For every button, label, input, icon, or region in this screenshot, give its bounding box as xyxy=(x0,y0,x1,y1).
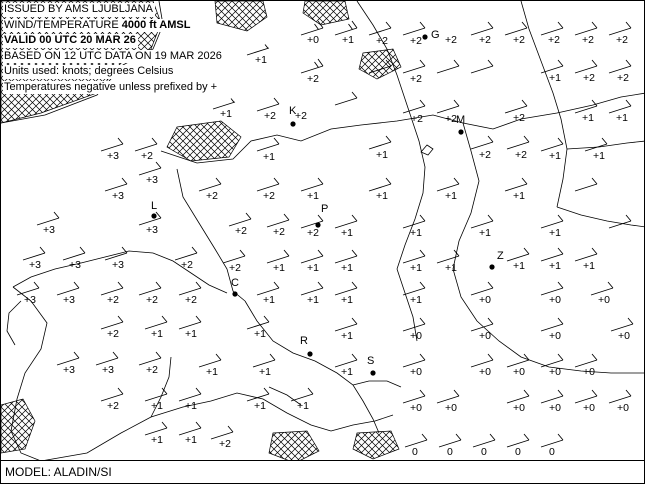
temperature-value: +3 xyxy=(146,174,158,186)
temperature-value: +3 xyxy=(63,294,75,306)
temperature-value: +0 xyxy=(549,402,561,414)
station-label-p: P xyxy=(321,203,329,215)
temperature-value: +1 xyxy=(410,294,422,306)
header-units: Units used: knots; degrees Celsius xyxy=(4,65,174,77)
temperature-value: +2 xyxy=(141,150,153,162)
temperature-value: +1 xyxy=(206,366,218,378)
temperature-value: +2 xyxy=(583,72,595,84)
temperature-value: +1 xyxy=(341,294,353,306)
temperature-value: +1 xyxy=(151,434,163,446)
temperature-value: +1 xyxy=(254,328,266,340)
temperature-value: +0 xyxy=(410,330,422,342)
temperature-value: +1 xyxy=(513,260,525,272)
temperature-value: +3 xyxy=(63,364,75,376)
temperature-value: 0 xyxy=(549,446,555,458)
temperature-value: 0 xyxy=(481,446,487,458)
temperature-value: +2 xyxy=(548,34,560,46)
temperature-value: +2 xyxy=(107,294,119,306)
temperature-value: +3 xyxy=(102,364,114,376)
temperature-value: +1 xyxy=(263,294,275,306)
station-label-s: S xyxy=(367,355,375,367)
temperature-value: +2 xyxy=(307,227,319,239)
temperature-value: +0 xyxy=(598,294,610,306)
temperature-value: +1 xyxy=(616,112,628,124)
temperature-value: +0 xyxy=(410,366,422,378)
temperature-value: +1 xyxy=(220,108,232,120)
temperature-value: +2 xyxy=(479,34,491,46)
temperature-value: +1 xyxy=(255,54,267,66)
temperature-value: +1 xyxy=(376,190,388,202)
header-valid: VALID 00 UTC 20 MAR 26 xyxy=(4,34,136,46)
temperature-value: +2 xyxy=(410,35,422,47)
temperature-value: +2 xyxy=(307,73,319,85)
model-footer xyxy=(1,460,645,483)
station-label-g: G xyxy=(431,29,440,41)
temperature-value: +2 xyxy=(410,73,422,85)
temperature-value: +0 xyxy=(479,366,491,378)
temperature-value: +3 xyxy=(107,150,119,162)
header-issuer: ISSUED BY AMS LJUBLJANA xyxy=(4,3,153,15)
station-label-z: Z xyxy=(497,250,504,262)
temperature-value: +2 xyxy=(206,190,218,202)
temperature-value: +2 xyxy=(617,72,629,84)
temperature-value: +0 xyxy=(307,34,319,46)
temperature-value: +1 xyxy=(376,149,388,161)
temperature-value: +0 xyxy=(618,330,630,342)
temperature-value: +0 xyxy=(410,402,422,414)
temperature-value: +3 xyxy=(112,190,124,202)
temperature-value: +1 xyxy=(307,190,319,202)
temperature-value: +0 xyxy=(513,366,525,378)
chart-header xyxy=(3,1,224,94)
temperature-value: +0 xyxy=(549,294,561,306)
temperature-value: +1 xyxy=(185,400,197,412)
temperature-value: +0 xyxy=(617,402,629,414)
station-dot xyxy=(489,264,494,269)
temperature-value: +1 xyxy=(513,190,525,202)
temperature-value: +3 xyxy=(112,259,124,271)
temperature-value: +0 xyxy=(583,402,595,414)
temperature-value: +2 xyxy=(185,294,197,306)
station-label-c: C xyxy=(231,277,239,289)
temperature-value: 0 xyxy=(447,446,453,458)
temperature-value: +2 xyxy=(376,35,388,47)
temperature-value: +2 xyxy=(146,364,158,376)
temperature-value: +1 xyxy=(582,112,594,124)
temperature-value: +1 xyxy=(445,262,457,274)
temperature-value: +1 xyxy=(549,72,561,84)
temperature-value: +1 xyxy=(307,262,319,274)
header-basedon: BASED ON 12 UTC DATA ON 19 MAR 2026 xyxy=(4,49,222,62)
temperature-value: +1 xyxy=(185,434,197,446)
temperature-value: +0 xyxy=(513,402,525,414)
station-dot xyxy=(370,370,375,375)
temperature-value: +1 xyxy=(273,262,285,274)
header-temp-note: Temperatures negative unless prefixed by + xyxy=(4,80,218,93)
temperature-value: +1 xyxy=(254,400,266,412)
temperature-value: +2 xyxy=(411,113,423,125)
temperature-value: +1 xyxy=(593,150,605,162)
temperature-value: 0 xyxy=(412,446,418,458)
temperature-value: +1 xyxy=(549,227,561,239)
temperature-value: +2 xyxy=(263,190,275,202)
temperature-value: +1 xyxy=(185,328,197,340)
temperature-value: 0 xyxy=(515,446,521,458)
temperature-value: +1 xyxy=(307,294,319,306)
temperature-value: +3 xyxy=(29,259,41,271)
temperature-value: +2 xyxy=(146,294,158,306)
header-product-text: WIND/TEMPERATURE xyxy=(4,18,122,31)
temperature-value: +1 xyxy=(297,400,309,412)
temperature-value: +0 xyxy=(479,294,491,306)
temperature-value: +1 xyxy=(479,227,491,239)
temperature-value: +2 xyxy=(273,226,285,238)
station-dot xyxy=(458,129,463,134)
temperature-value: +1 xyxy=(151,400,163,412)
temperature-value: +0 xyxy=(549,366,561,378)
temperature-value: +0 xyxy=(479,330,491,342)
temperature-value: +2 xyxy=(295,110,307,122)
station-label-r: R xyxy=(300,335,308,347)
header-level: 4000 ft AMSL xyxy=(121,18,191,31)
temperature-value: +1 xyxy=(151,328,163,340)
temperature-value: +2 xyxy=(229,262,241,274)
temperature-value: +3 xyxy=(146,224,158,236)
temperature-value: +0 xyxy=(583,366,595,378)
temperature-value: +1 xyxy=(583,260,595,272)
temperature-value: +1 xyxy=(410,262,422,274)
temperature-value: +2 xyxy=(219,438,231,450)
temperature-value: +1 xyxy=(445,190,457,202)
temperature-value: +2 xyxy=(445,113,457,125)
temperature-value: +0 xyxy=(549,330,561,342)
temperature-value: +2 xyxy=(264,110,276,122)
temperature-value: +2 xyxy=(107,328,119,340)
temperature-value: +2 xyxy=(513,112,525,124)
temperature-value: +1 xyxy=(410,227,422,239)
station-dot xyxy=(422,34,427,39)
header-product xyxy=(3,19,192,33)
temperature-value: +1 xyxy=(341,366,353,378)
temperature-value: +2 xyxy=(107,400,119,412)
temperature-value: +3 xyxy=(43,224,55,236)
station-label-l: L xyxy=(151,200,158,212)
temperature-value: +2 xyxy=(181,259,193,271)
temperature-value: +3 xyxy=(69,259,81,271)
temperature-value: +2 xyxy=(616,34,628,46)
station-dot xyxy=(290,121,295,126)
station-dot xyxy=(307,351,312,356)
temperature-value: +2 xyxy=(445,34,457,46)
model-label: MODEL: ALADIN/SI xyxy=(5,465,112,479)
temperature-value: +2 xyxy=(235,225,247,237)
station-dot xyxy=(151,213,156,218)
temperature-value: +2 xyxy=(513,34,525,46)
temperature-value: +2 xyxy=(582,34,594,46)
temperature-value: +1 xyxy=(263,151,275,163)
temperature-value: +0 xyxy=(445,402,457,414)
temperature-value: +1 xyxy=(341,330,353,342)
temperature-value: +1 xyxy=(341,262,353,274)
station-label-k: K xyxy=(289,105,297,117)
temperature-value: +1 xyxy=(549,150,561,162)
temperature-value: +3 xyxy=(24,294,36,306)
temperature-value: +1 xyxy=(549,260,561,272)
temperature-value: +1 xyxy=(259,366,271,378)
temperature-value: +1 xyxy=(341,227,353,239)
station-label-m: M xyxy=(456,114,466,126)
temperature-value: +2 xyxy=(515,149,527,161)
station-dot xyxy=(232,291,237,296)
temperature-value: +1 xyxy=(342,34,354,46)
temperature-value: +2 xyxy=(479,149,491,161)
